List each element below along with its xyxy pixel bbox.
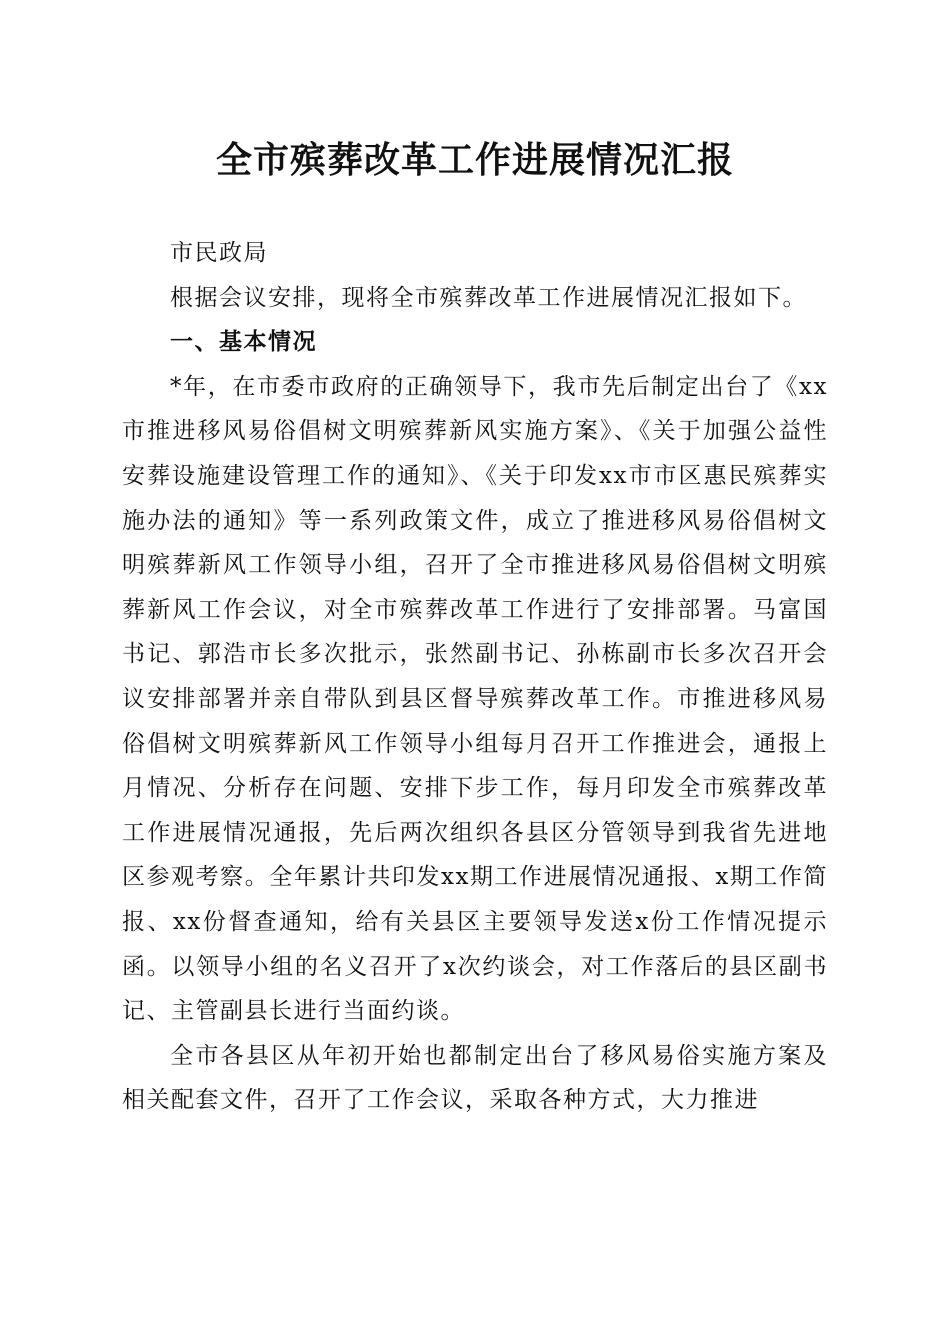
document-title: 全市殡葬改革工作进展情况汇报 <box>215 139 734 181</box>
intro-paragraph: 根据会议安排，现将全市殡葬改革工作进展情况汇报如下。 <box>170 284 807 311</box>
body-paragraph: *年，在市委市政府的正确领导下，我市先后制定出台了《xx市推进移风易俗倡树文明殡葬新风实施方案》、《关于加强公益性安葬设施建设管理工作的通知》、《关于印发xx市市区惠民殡葬实施办法的通知》等一系列政策文件，成立了推进移风易俗倡树文明殡葬新风工作领导小组，召开了全市推进移风易俗倡树文明殡葬新风工作会议，对全市殡葬改革工作进行了安排部署。马富国书记、郭浩市长多次批示，张然副书记、孙栋副市长多次召开会议安排部署并亲自带队到县区督导殡葬改革工作。市推进移风易俗倡树文明殡葬新风工作领导小组每月召开工作推进会，通报上月情况、分析存在问题、安排下步工作，每月印发全市殡葬改革工作进展情况通报，先后两次组织各县区分管领导到我省先进地区参观考察。全年累计共印发xx期工作进展情况通报、x期工作简报、xx份督查通知，给有关县区主要领导发送x份工作情况提示函。以领导小组的名义召开了x次约谈会，对工作落后的县区副书记、主管副县长进行当面约谈。 <box>122 373 828 1025</box>
document-body <box>122 231 828 1123</box>
body-paragraph: 全市各县区从年初开始也都制定出台了移风易俗实施方案及相关配套文件，召开了工作会议，采取各种方式，大力推进 <box>122 1042 828 1114</box>
section-heading: 一、基本情况 <box>170 329 317 356</box>
author-line: 市民政局 <box>170 240 268 266</box>
